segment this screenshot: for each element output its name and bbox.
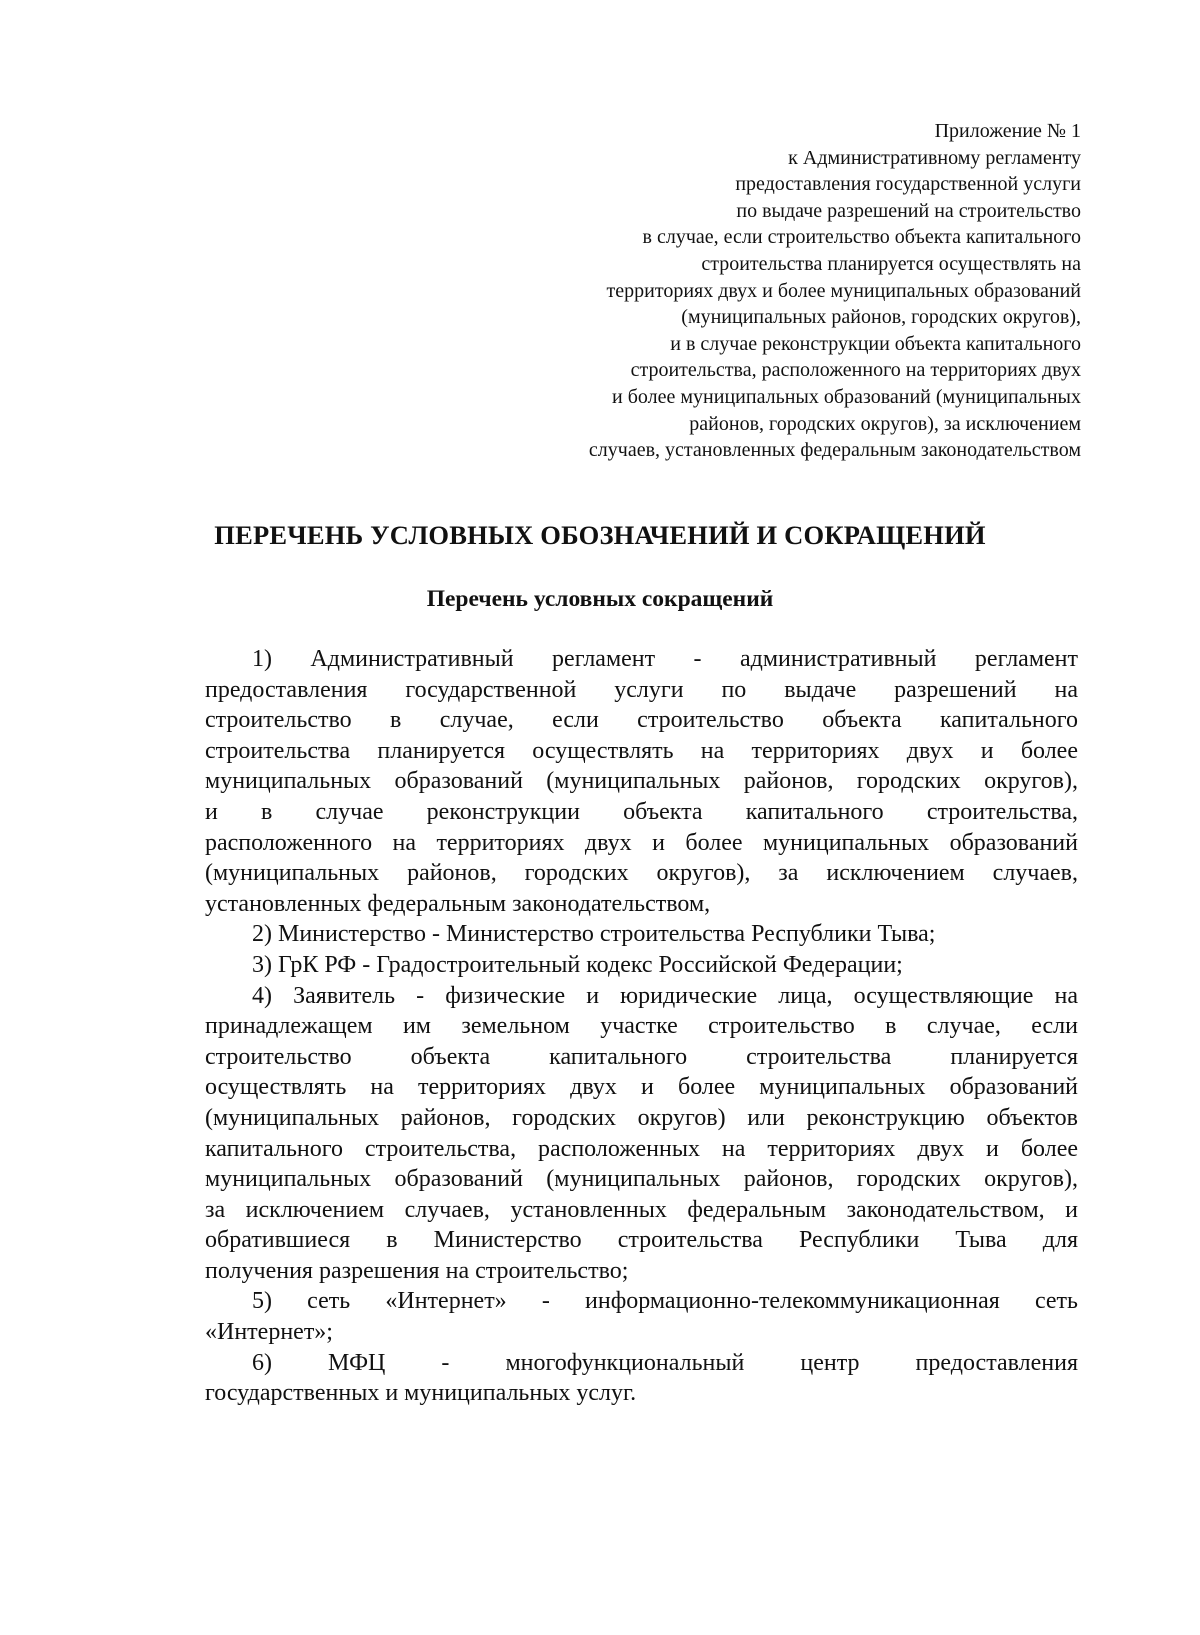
text-line: обратившиеся в Министерство строительства Республики Тыва для [205, 1227, 1078, 1254]
text-line: получения разрешения на строительство; [205, 1257, 629, 1284]
text-line: 1) Административный регламент - административный регламент [252, 646, 1078, 672]
text-line: строительство в случае, если строительство объекта капитального [205, 707, 1078, 734]
appendix-line: и более муниципальных образований (муниципальных [612, 385, 1081, 408]
text-line: установленных федеральным законодательством, [205, 890, 711, 917]
text-line: расположенного на территориях двух и более муниципальных образований [205, 829, 1078, 856]
list-item [205, 981, 1078, 1287]
appendix-line: и в случае реконструкции объекта капитального [670, 332, 1081, 355]
text-line: 5) сеть «Интернет» - информационно-телекоммуникационная сеть [252, 1288, 1078, 1315]
text-line: 4) Заявитель - физические и юридические лица, осуществляющие на [252, 982, 1078, 1009]
text-line: 6) МФЦ - многофункциональный центр предоставления [252, 1349, 1078, 1376]
appendix-line: строительства, расположенного на территориях двух [630, 359, 1081, 382]
text-line: за исключением случаев, установленных федеральным законодательством, и [205, 1196, 1078, 1223]
appendix-line: случаев, установленных федеральным законодательством [588, 439, 1081, 462]
list-item [205, 644, 1078, 919]
text-line: муниципальных образований (муниципальных районов, городских округов), [205, 1166, 1078, 1193]
text-line: и в случае реконструкции объекта капитального строительства, [205, 798, 1078, 825]
appendix-line: предоставления государственной услуги [735, 173, 1081, 196]
list-item [205, 1348, 1078, 1409]
text-line: 3) ГрК РФ - Градостроительный кодекс Российской Федерации; [252, 951, 903, 978]
text-line: (муниципальных районов, городских округов) или реконструкцию объектов [205, 1104, 1078, 1131]
appendix-line: районов, городских округов), за исключением [689, 412, 1081, 435]
text-line: осуществлять на территориях двух и более муниципальных образований [205, 1074, 1078, 1101]
appendix-header [481, 118, 1081, 464]
section-subtitle: Перечень условных сокращений [426, 586, 774, 612]
text-line: государственных и муниципальных услуг. [205, 1380, 637, 1407]
list-item [205, 950, 1078, 981]
document-title: ПЕРЕЧЕНЬ УСЛОВНЫХ ОБОЗНАЧЕНИЙ И СОКРАЩЕНИЙ [214, 520, 986, 550]
text-line: строительство объекта капитального строительства планируется [205, 1043, 1078, 1070]
text-line: «Интернет»; [205, 1319, 333, 1346]
appendix-line: в случае, если строительство объекта капитального [642, 226, 1081, 249]
text-line: (муниципальных районов, городских округов), за исключением случаев, [205, 860, 1078, 887]
appendix-line: (муниципальных районов, городских округов), [681, 306, 1081, 329]
text-line: муниципальных образований (муниципальных районов, городских округов), [205, 768, 1078, 795]
text-line: 2) Министерство - Министерство строительства Республики Тыва; [252, 921, 936, 948]
abbreviation-list [205, 644, 1078, 1409]
text-line: капитального строительства, расположенных на территориях двух и более [205, 1135, 1078, 1162]
appendix-line: по выдаче разрешений на строительство [736, 199, 1081, 222]
appendix-line: к Административному регламенту [788, 146, 1081, 169]
list-item [205, 1286, 1078, 1347]
text-line: строительства планируется осуществлять на территориях двух и более [205, 737, 1078, 764]
appendix-line: территориях двух и более муниципальных образований [606, 279, 1081, 302]
list-item [205, 919, 1078, 950]
text-line: предоставления государственной услуги по выдаче разрешений на [205, 676, 1078, 703]
appendix-line: строительства планируется осуществлять на [701, 252, 1081, 275]
appendix-line: Приложение № 1 [934, 120, 1081, 142]
text-line: принадлежащем им земельном участке строительство в случае, если [205, 1013, 1078, 1040]
